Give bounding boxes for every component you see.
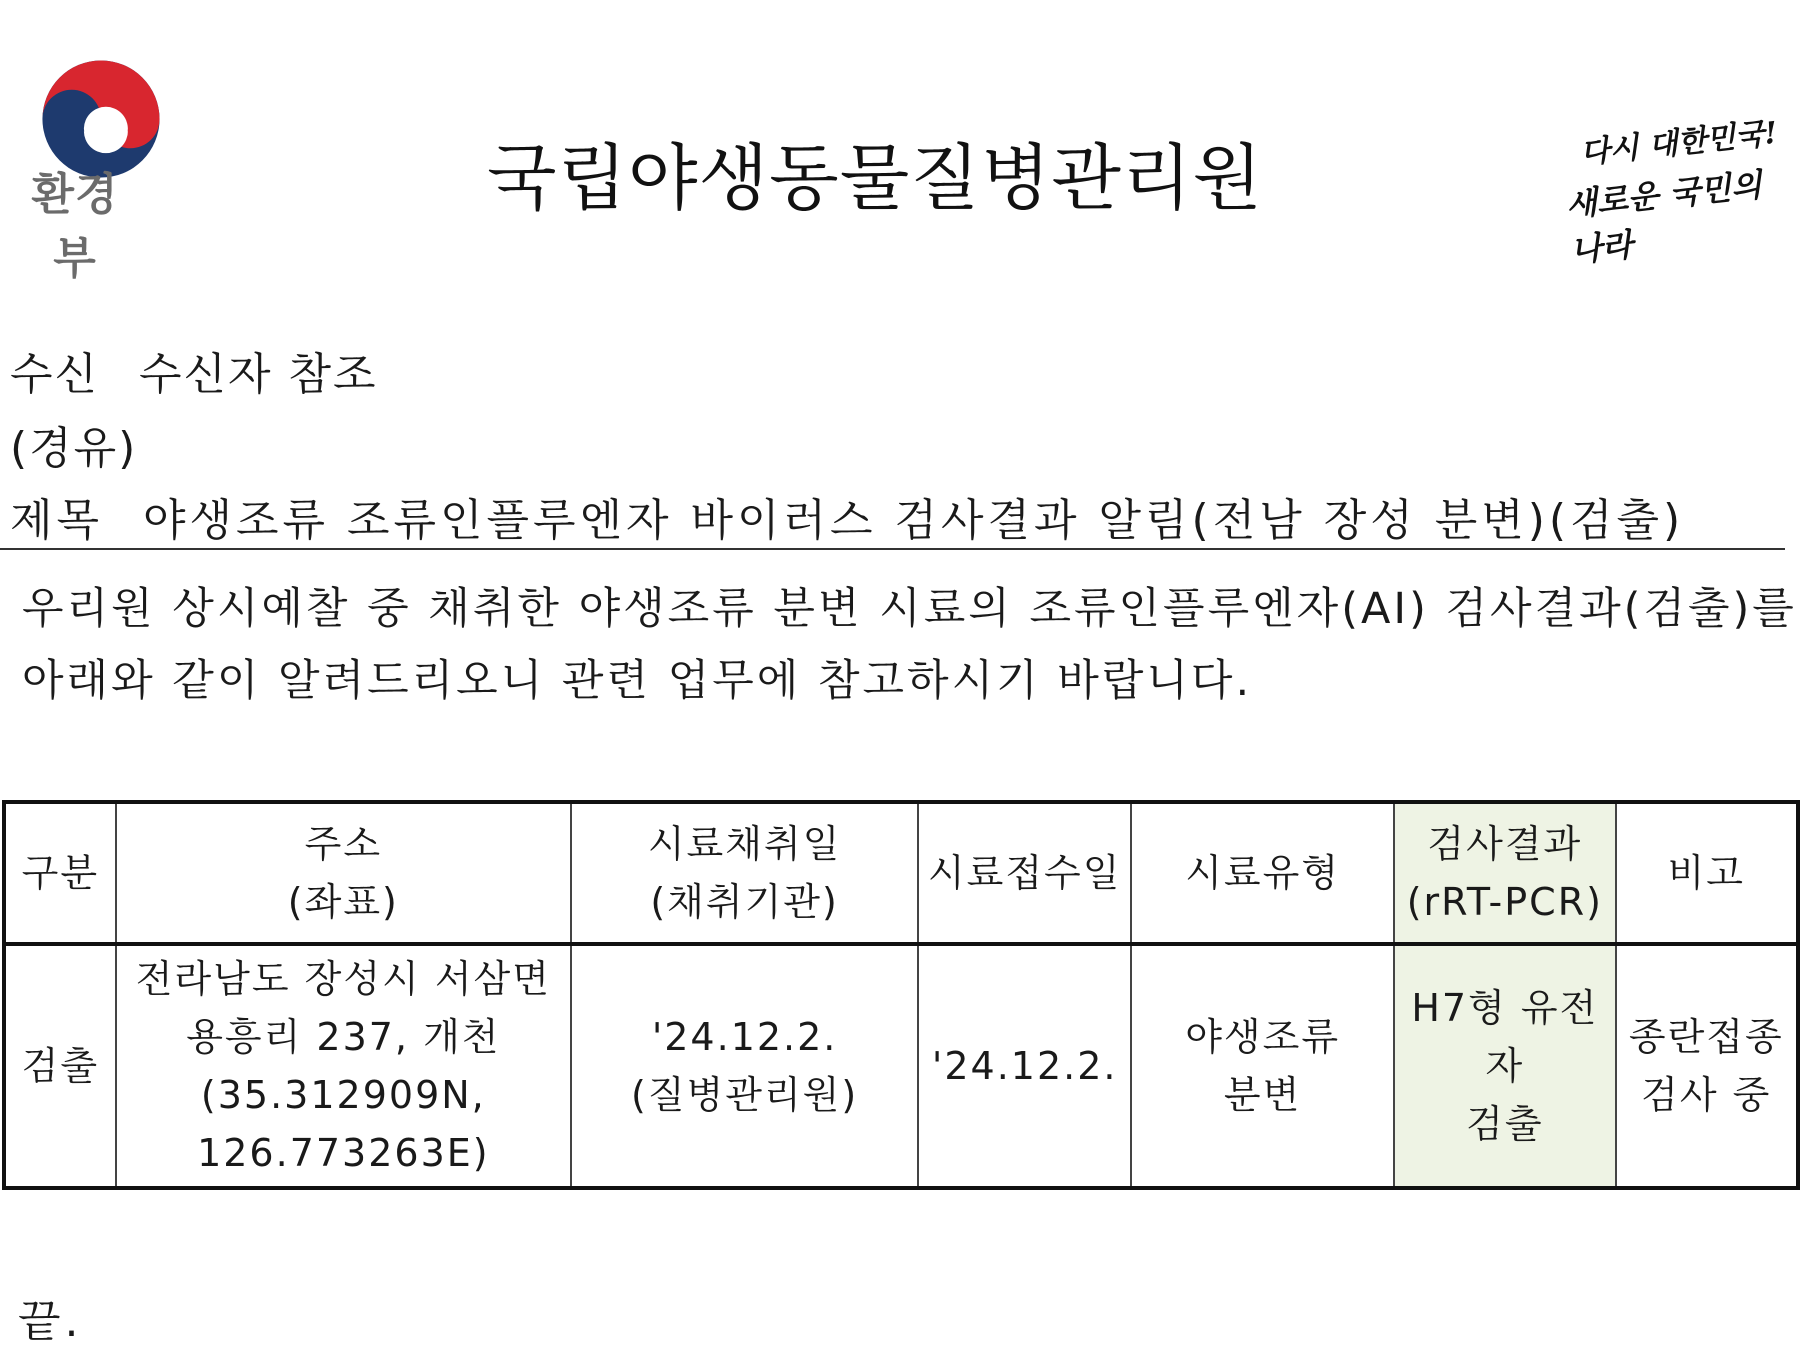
header-address: 주소 (좌표) [116, 802, 571, 944]
slogan [1558, 106, 1802, 271]
header-divider [0, 548, 1785, 550]
address-line-2: 용흥리 237, 개천 [186, 1015, 501, 1059]
recipient-label: 수신 [10, 349, 100, 400]
subject-line [10, 484, 1684, 548]
body-paragraph: 우리원 상시예찰 중 채취한 야생조류 분변 시료의 조류인플루엔자(AI) 검사결과(검출)를 아래와 같이 알려드리오니 관련 업무에 참고하시기 바랍니다. [22, 584, 1797, 706]
slogan-line-1: 다시 대한민국! [1578, 115, 1780, 172]
cell-sampling [571, 944, 918, 1188]
results-table [2, 800, 1800, 1190]
via-line [10, 412, 137, 476]
cell-sample-type [1131, 944, 1394, 1188]
header-receipt-date: 시료접수일 [918, 802, 1131, 944]
recipient-value: 수신자 참조 [139, 349, 378, 400]
sampling-date: '24.12.2. [651, 1015, 838, 1059]
header-sample-type: 시료유형 [1131, 802, 1394, 944]
sample-type-line-1: 야생조류 [1185, 1015, 1341, 1059]
subject-value: 야생조류 조류인플루엔자 바이러스 검사결과 알림(전남 장성 분변)(검출) [143, 495, 1685, 546]
organization-title: 국립야생동물질병관리원 [486, 136, 1264, 220]
result-line-1: H7형 유전자 [1411, 986, 1599, 1088]
table-row [4, 944, 1798, 1188]
note-line-1: 종란접종 [1628, 1015, 1784, 1059]
address-coordinates: (35.312909N, 126.773263E) [197, 1073, 490, 1175]
recipient-line [10, 338, 378, 402]
header-result: 검사결과 (rRT-PCR) [1394, 802, 1615, 944]
cell-category: 검출 [4, 944, 116, 1188]
slogan-line-2: 새로운 국민의 나라 [1564, 165, 1764, 270]
ministry-name: 환경부 [31, 169, 119, 284]
cell-address [116, 944, 571, 1188]
header-category: 구분 [4, 802, 116, 944]
subject-label: 제목 [10, 495, 104, 546]
cell-result [1394, 944, 1615, 1188]
table-header-row [4, 802, 1798, 944]
cell-receipt-date: '24.12.2. [918, 944, 1131, 1188]
header-note: 비고 [1616, 802, 1798, 944]
sample-type-line-2: 분변 [1223, 1073, 1302, 1117]
end-mark: 끝. [18, 1296, 83, 1347]
note-line-2: 검사 중 [1641, 1073, 1772, 1117]
sampling-agency: (질병관리원) [631, 1073, 859, 1117]
header-sampling-date: 시료채취일 (채취기관) [571, 802, 918, 944]
address-line-1: 전라남도 장성시 서삼면 [135, 957, 551, 1001]
result-line-2: 검출 [1466, 1102, 1544, 1146]
via-label: (경유) [10, 423, 138, 474]
cell-note [1616, 944, 1798, 1188]
